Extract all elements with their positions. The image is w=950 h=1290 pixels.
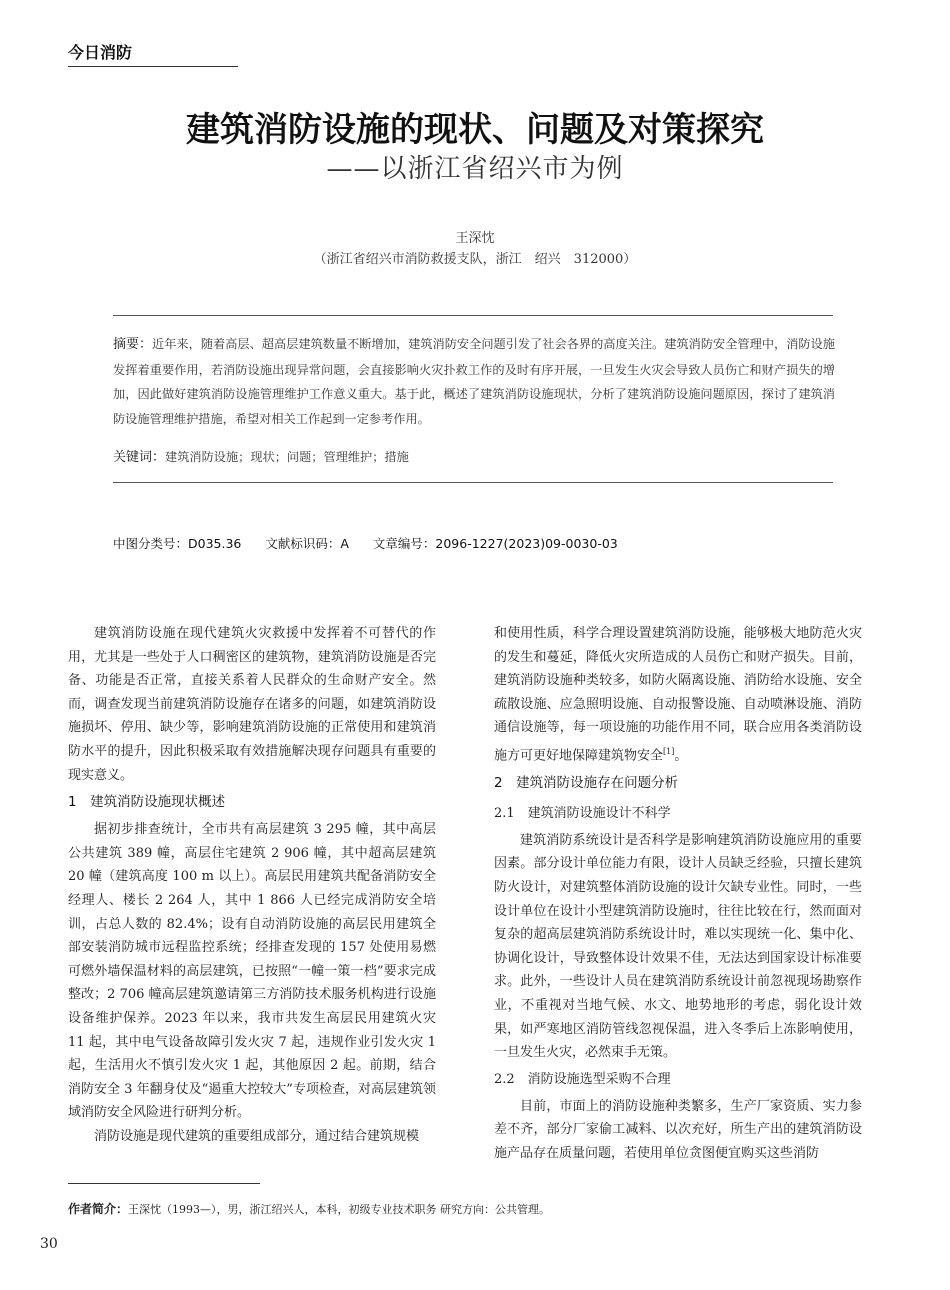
section-1-paragraph: 据初步排查统计，全市共有高层建筑 3 295 幢，其中高层公共建筑 389 幢，高层住宅建筑 2 906 幢，其中超高层建筑 20 幢（建筑高度 100 m 以上）。高层民用建筑共配备消防安全经理人、楼长 2 264 人，其中 1 866 人已经完成消防安全培训，占总人数的 82.4%；设有自动消防设施的高层民用建筑全部安装消防城市远程监控系统；经排查发现的 157 处使用易燃可燃外墙保温材料的高层建筑，已按照“一幢一策一档”要求完成整改；2 706 幢高层建筑邀请第三方消防技术服务机构进行设施设备维护保养。2023 年以来，我市共发生高层民用建筑火灾 11 起，其中电气设备故障引发火灾 7 起，违规作业引发火灾 1 起，生活用火不慎引发火灾 1 起，其他原因 2 起。前期，结合消防安全 3 年翻身仗及“遏重大控较大”专项检查，对高层建筑领域消防安全风险进行研判分析。 xyxy=(68,822,436,1121)
classification-line xyxy=(113,534,638,552)
citation-marker: [1] xyxy=(663,746,675,756)
journal-name: 今日消防 xyxy=(68,43,133,62)
footnote-text: 王深忱（1993—），男，浙江绍兴人，本科，初级专业技术职务 研究方向：公共管理。 xyxy=(128,1203,551,1216)
keywords-text: 建筑消防设施；现状；问题；管理维护；措施 xyxy=(165,450,409,464)
section-2-2-paragraph: 目前，市面上的消防设施种类繁多，生产厂家资质、实力参差不齐，部分厂家偷工减料、以次充好，所生产出的建筑消防设施产品存在质量问题，若使用单位贪图便宜购买这些消防 xyxy=(494,1098,862,1162)
author-name: 王深忱 xyxy=(455,231,495,246)
header-divider xyxy=(68,66,238,67)
section-2-1-heading: 2.1 建筑消防设施设计不科学 xyxy=(494,805,671,821)
keywords-label: 关键词： xyxy=(113,450,166,465)
abstract-top-divider xyxy=(113,315,833,316)
article-number: 文章编号：2096-1227(2023)09-0030-03 xyxy=(372,536,618,551)
section-2-2-heading: 2.2 消防设施选型采购不合理 xyxy=(494,1071,671,1087)
section-2-heading: 2 建筑消防设施存在问题分析 xyxy=(494,774,679,791)
footnote-label: 作者简介： xyxy=(68,1202,129,1216)
section-1-paragraph-2: 消防设施是现代建筑的重要组成部分，通过结合建筑规模 xyxy=(94,1128,420,1144)
section-2-1-paragraph: 建筑消防系统设计是否科学是影响建筑消防设施应用的重要因素。部分设计单位能力有限，设计人员缺乏经验，只擅长建筑防火设计，对建筑整体消防设施的设计欠缺专业性。同时，一些设计单位在设计小型建筑消防设施时，往往比较在行，然而面对复杂的超高层建筑消防系统设计时，难以实现统一化、集中化、协调化设计，导致整体设计效果不佳，无法达到国家设计标准要求。此外，一些设计人员在建筑消防系统设计前忽视现场勘察作业，不重视对当地气候、水文、地势地形的考虑，弱化设计效果，如严寒地区消防管线忽视保温，进入冬季后上冻影响使用，一旦发生火灾，必然束手无策。 xyxy=(494,832,862,1061)
document-code: 文献标识码：A xyxy=(265,536,349,551)
abstract-bottom-divider xyxy=(113,482,833,483)
left-column xyxy=(68,622,436,1148)
author-affiliation: （浙江省绍兴市消防救援支队，浙江 绍兴 312000） xyxy=(313,252,637,267)
clc-number: 中图分类号：D035.36 xyxy=(113,536,242,551)
continued-paragraph xyxy=(494,622,862,768)
section-1-heading: 1 建筑消防设施现状概述 xyxy=(68,794,226,811)
abstract-text: 近年来，随着高层、超高层建筑数量不断增加，建筑消防安全问题引发了社会各界的高度关注。建筑消防安全管理中，消防设施发挥着重要作用，若消防设施出现异常问题，会直接影响火灾扑救工作的及时有序开展，一旦发生火灾会导致人员伤亡和财产损失的增加，因此做好建筑消防设施管理维护工作意义重大。基于此，概述了建筑消防设施现状，分析了建筑消防设施问题原因，探讨了建筑消防设施管理维护措施，希望对相关工作起到一定参考作用。 xyxy=(113,337,835,426)
page-number: 30 xyxy=(40,1236,58,1252)
continued-paragraph-text: 和使用性质，科学合理设置建筑消防设施，能够极大地防范火灾的发生和蔓延，降低火灾所造成的人员伤亡和财产损失。目前，建筑消防设施种类较多，如防火隔离设施、消防给水设施、安全疏散设施、应急照明设施、自动报警设施、自动喷淋设施、消防通信设施等，每一项设施的功能作用不同，联合应用各类消防设施方可更好地保障建筑物安全 xyxy=(494,626,862,764)
abstract-label: 摘要： xyxy=(113,337,153,352)
footnote-divider xyxy=(68,1183,260,1184)
continued-paragraph-end: 。 xyxy=(674,748,688,764)
intro-paragraph: 建筑消防设施在现代建筑火灾救援中发挥着不可替代的作用，尤其是一些处于人口稠密区的建筑物，建筑消防设施是否完备、功能是否正常，直接关系着人民群众的生命财产安全。然而，调查发现当前建筑消防设施存在诸多的问题，如建筑消防设施损坏、停用、缺少等，影响建筑消防设施的正常使用和建筑消防水平的提升，因此积极采取有效措施解决现存问题具有重要的现实意义。 xyxy=(68,626,436,783)
author-footnote xyxy=(68,1200,550,1217)
right-column xyxy=(494,622,862,1166)
paper-title: 建筑消防设施的现状、问题及对策探究 xyxy=(186,110,764,150)
keywords xyxy=(113,446,835,465)
paper-subtitle: ——以浙江省绍兴市为例 xyxy=(326,154,624,184)
abstract xyxy=(113,332,835,431)
